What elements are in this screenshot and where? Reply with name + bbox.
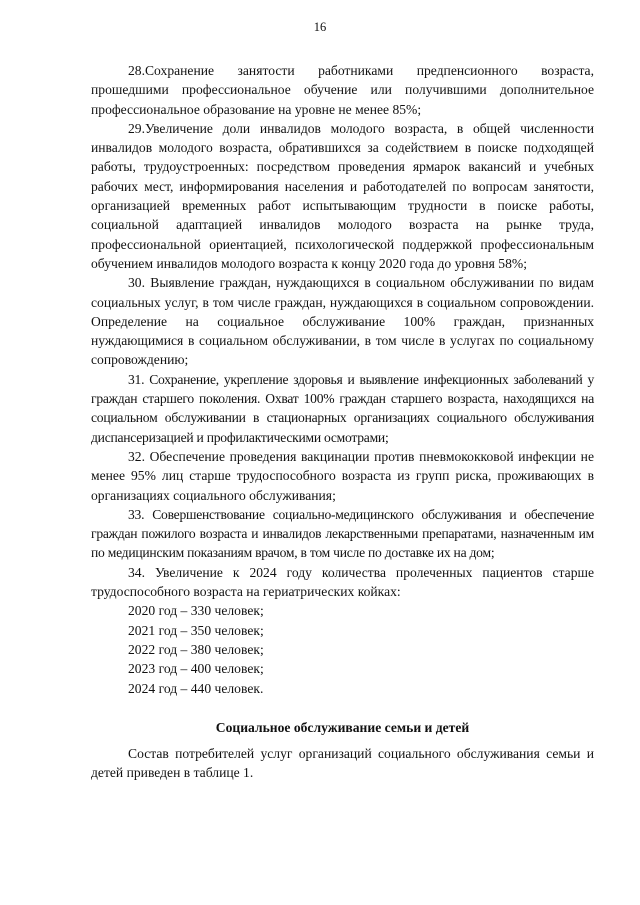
year-target-2021: 2021 год – 350 человек; (128, 622, 264, 638)
paragraph-item-32: 32. Обеспечение проведения вакцинации против пневмококковой инфекции не менее 95% лиц старше трудоспособного возраста из групп риска, проживающих в организациях социального обслуживания; (91, 448, 594, 503)
year-target-list (91, 601, 594, 697)
section-heading: Социальное обслуживание семьи и детей (215, 719, 470, 735)
year-target-2024: 2024 год – 440 человек. (128, 680, 264, 696)
paragraph-item-30: 30. Выявление граждан, нуждающихся в социальном обслуживании по видам социальных услуг, в том числе граждан, нуждающихся в социальном сопровождении. Определение на социальное обслуживание 100% граждан, признанных нуждающимися в социальном обслуживании, в том числе в услугах по социальному сопровождению; (91, 275, 594, 368)
section-paragraph: Состав потребителей услуг организаций социального обслуживания семьи и детей приведен в таблице 1. (91, 746, 594, 781)
paragraph-item-28: 28.Сохранение занятости работниками предпенсионного возраста, прошедшими профессиональное обучение или получившими дополнительное профессиональное образование на уровне не менее 85%; (91, 63, 594, 117)
document-body (91, 61, 594, 783)
year-target-2022: 2022 год – 380 человек; (128, 641, 264, 657)
page-number: 16 (313, 20, 327, 34)
paragraph-item-29: 29.Увеличение доли инвалидов молодого возраста, в общей численности инвалидов молодого возраста, обратившихся за содействием в поиске подходящей работы, трудоустроенных: посредством проведения ярмарок вакансий и учебных рабочих мест, информирования населения и работодателей по вопросам занятости, организацией временных работ испытывающим трудности в поиске работы, социальной адаптацией инвалидов молодого возраста на рынке труда, профессиональной ориентацией, психологической поддержкой профессиональным обучением инвалидов молодого возраста к концу 2020 года до уровня 58%; (91, 120, 594, 271)
year-target-2023: 2023 год – 400 человек; (128, 661, 264, 677)
paragraph-item-31: 31. Сохранение, укрепление здоровья и выявление инфекционных заболеваний у граждан старшего поколения. Охват 100% граждан старшего возраста, находящихся на социальном обслуживании в стационарных организациях социального обслуживания диспансеризацией и профилактическими осмотрами; (91, 371, 594, 445)
paragraph-item-34: 34. Увеличение к 2024 году количества пролеченных пациентов старше трудоспособного возраста на гериатрических койках: (91, 564, 594, 600)
paragraph-item-33: 33. Совершенствование социально-медицинского обслуживания и обеспечение граждан пожилого возраста и инвалидов лекарственными препаратами, назначенным им по медицинским показаниям врачом, в том числе по доставке их на дом; (91, 506, 594, 561)
year-target-2020: 2020 год – 330 человек; (128, 603, 264, 619)
